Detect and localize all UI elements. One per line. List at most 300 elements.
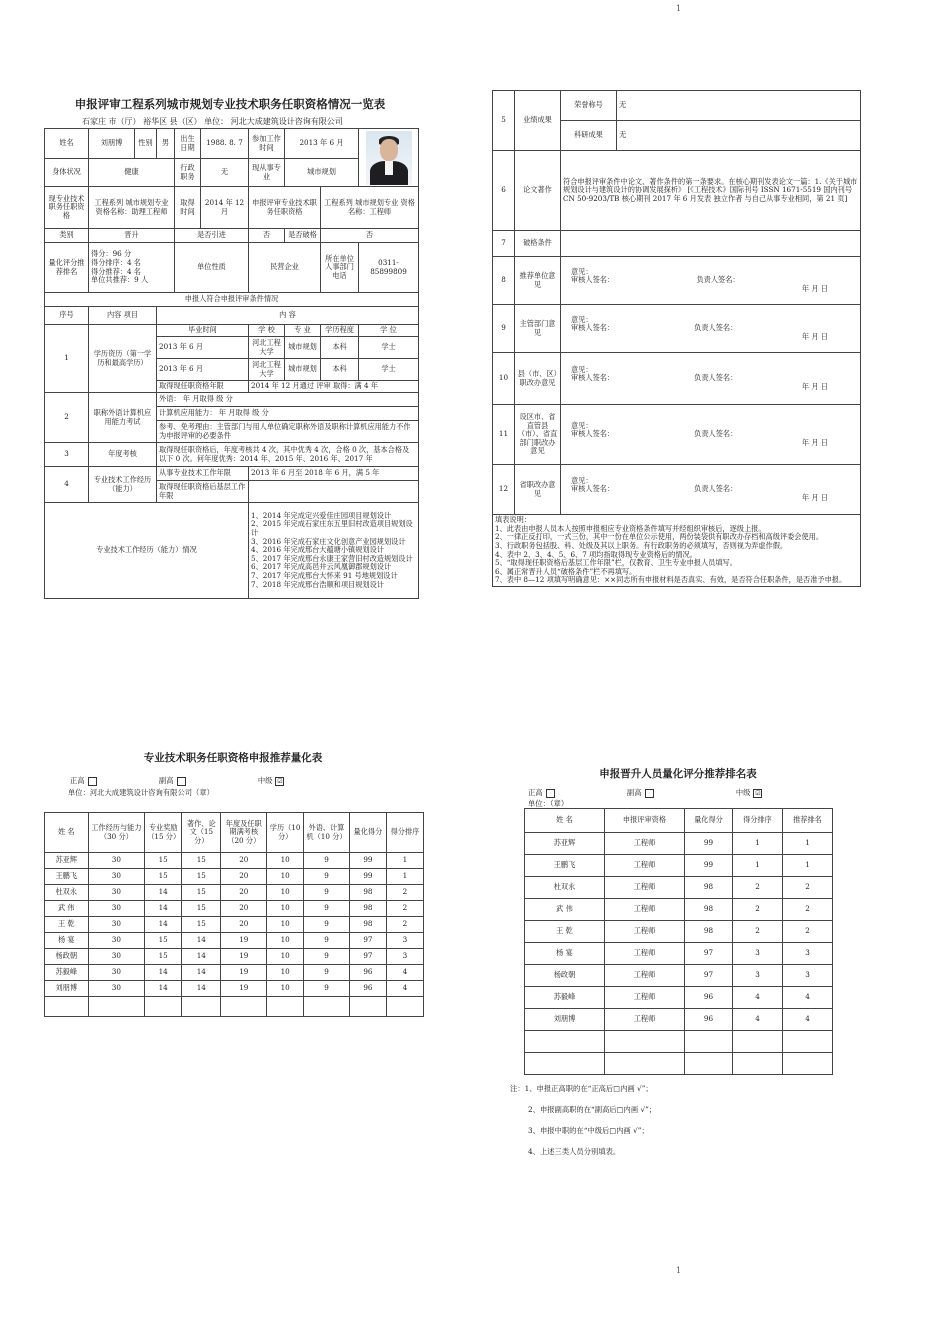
table-row-cell: 98 — [349, 917, 386, 933]
notes-title: 填表说明： — [495, 515, 531, 524]
opinions-table — [492, 90, 861, 587]
op-yj: 意见： — [571, 364, 593, 374]
annual-text: 取得现任职资格后，年度考核共 4 次，其中优秀 4 次，合格 0 次，基本合格及以下 0 次。何年度优秀：2014 年、2015 年、2016 年、2017 年 — [157, 443, 419, 467]
edu-row1-time: 2013 年 6 月 — [157, 337, 249, 359]
qual-years-value: 2014 年 12 月通过 评审 取得：满 4 年 — [249, 381, 419, 393]
table-row-cell: 9 — [304, 917, 350, 933]
qual-years-label: 取得现任职资格年限 — [157, 381, 249, 393]
unit-nature-label: 单位性质 — [175, 243, 249, 293]
table-row-cell: 王鹏飞 — [45, 869, 89, 885]
level-zg-box — [546, 789, 555, 798]
op-chief: 负责人签名： — [694, 429, 738, 439]
table-row-cell: 14 — [145, 981, 182, 997]
table-row-cell: 15 — [182, 917, 221, 933]
ranking-note: 2、申报副高职的在“副高后□内画 √”； — [528, 1105, 657, 1115]
table-row-cell: 10 — [267, 901, 304, 917]
table-row-cell: 工程师 — [605, 1009, 685, 1031]
recommend-body — [45, 853, 424, 997]
table-row — [45, 949, 424, 965]
exp-item: 4、2016 年完成邢台大蕴塘小镇规划设计 — [251, 545, 384, 555]
table-row-cell: 杨政朝 — [525, 965, 605, 987]
rank-order: 得分排序：4 名 — [91, 257, 141, 267]
profession-label: 现从事专业 — [249, 159, 285, 187]
profession-value: 城市规划 — [285, 159, 359, 187]
table-row-cell: 3 — [783, 965, 833, 987]
table-row-cell: 14 — [182, 933, 221, 949]
table-row — [525, 987, 833, 1009]
op8-body — [561, 257, 861, 305]
table-row-cell: 苏毅峰 — [525, 987, 605, 1009]
exception-label: 是否破格 — [285, 229, 321, 243]
op12-no: 12 — [493, 465, 515, 515]
edu-row1-degree: 学士 — [359, 337, 419, 359]
op12-label: 省职改办意 见 — [515, 465, 561, 515]
op9-label: 主管部门意见 — [515, 305, 561, 353]
note-item: 4、表中 2、3、4、5、6、7 项均指取得现专业资格后的情况。 — [495, 549, 697, 559]
table-row-cell: 10 — [267, 933, 304, 949]
table-row-cell: 30 — [88, 949, 145, 965]
honor-label: 荣誉称号 — [561, 91, 617, 121]
exp-item: 6、2017 年完成高邑井云风凰御郡规划设计 — [251, 562, 392, 572]
table-row-cell: 9 — [304, 853, 350, 869]
table-row-cell: 15 — [182, 853, 221, 869]
table-row-cell: 14 — [145, 885, 182, 901]
exception-value: 否 — [321, 229, 419, 243]
rh-work: 工作经历与能力（30 分） — [88, 813, 145, 853]
op11-no: 11 — [493, 405, 515, 465]
table-row-cell: 苏亚辉 — [45, 853, 89, 869]
sex-value: 男 — [157, 129, 175, 159]
rh-annual: 年度及任职期满考核（20 分） — [221, 813, 267, 853]
photo-cell — [359, 129, 419, 187]
note-item: 3、行政职务包括股、科、处级及其以上职务。有行政职务的必须填写，否则视为弄虚作假。 — [495, 540, 788, 550]
table-row-cell: 杨 宴 — [525, 943, 605, 965]
table-row-cell: 97 — [685, 965, 733, 987]
table-row-cell: 9 — [304, 901, 350, 917]
table-row-cell: 10 — [267, 965, 304, 981]
table-row-cell: 14 — [182, 981, 221, 997]
table-row-cell: 14 — [145, 901, 182, 917]
table-row-cell: 9 — [304, 885, 350, 901]
sheet4-unit-line: 单位：（章） — [528, 799, 569, 808]
table-row-cell: 2 — [783, 877, 833, 899]
table-row-cell: 15 — [182, 885, 221, 901]
table-row — [525, 877, 833, 899]
lang-no: 2 — [45, 393, 89, 443]
kh-order: 得分排序 — [733, 809, 783, 833]
sheet1-header-line: 石家庄 市（厅） 裕华区 县（区） 单位： 河北大成建筑设计咨询有限公司 — [82, 117, 343, 126]
apply-title-value: 工程系列 城市规划专业 资格名称：工程师 — [321, 187, 419, 229]
table-row-cell: 2 — [386, 917, 423, 933]
level-fg-label: 副高 — [158, 776, 174, 785]
table-row-cell: 15 — [145, 869, 182, 885]
table-row-cell: 2 — [783, 899, 833, 921]
table-row-cell: 15 — [145, 949, 182, 965]
table-row-cell: 10 — [267, 869, 304, 885]
table-row-cell: 杨 宴 — [45, 933, 89, 949]
edu-row1-major: 城市规划 — [285, 337, 321, 359]
note-item: 2、一律正反打印，一式三份，其中一份在单位公示使用，两份装袋供有职改办存档和高级评委会使用。 — [495, 532, 824, 542]
r7-no: 7 — [493, 231, 515, 257]
annual-no: 3 — [45, 443, 89, 467]
table-row — [525, 965, 833, 987]
op10-body — [561, 353, 861, 405]
exam-exemption-note: 参考、免考理由：主管部门与用人单位确定职称外语及职称计算机应用能力不作为申报评审的必要条件 — [157, 421, 419, 443]
sheet-qualification-overview — [38, 90, 422, 630]
table-row-cell: 4 — [783, 1009, 833, 1031]
edu-row2-level: 本科 — [321, 359, 359, 381]
level-zg-box — [88, 777, 97, 786]
table-row-cell: 王 乾 — [45, 917, 89, 933]
sheet4-title: 申报晋升人员量化评分推荐排名表 — [599, 768, 757, 780]
edu-h-level: 学历程度 — [321, 325, 359, 337]
edu-h-degree: 学 位 — [359, 325, 419, 337]
table-row-cell: 96 — [685, 1009, 733, 1031]
exp-years-value: 2013 年 6 月至 2018 年 6 月，满 5 年 — [249, 467, 419, 481]
exp-item: 1、2014 年完成定兴爱佳庄园项目规划设计 — [251, 510, 392, 520]
category-label: 类别 — [45, 229, 89, 243]
op-date: 年 月 日 — [801, 283, 828, 293]
ranking-note: 3、申报中职的在“中级后□内画 √”； — [528, 1126, 649, 1136]
op11-body — [561, 405, 861, 465]
table-row-cell: 10 — [267, 917, 304, 933]
rank-recommend: 得分推荐：4 名 — [91, 266, 141, 276]
table-row — [525, 833, 833, 855]
base-years-label: 取得现任职资格后基层工作年限 — [157, 481, 249, 503]
level-fg-label: 副高 — [626, 788, 642, 797]
ranking-body — [525, 833, 833, 1031]
table-row-cell: 30 — [88, 965, 145, 981]
table-row-cell: 10 — [267, 949, 304, 965]
edu-row1-school: 河北工程大学 — [249, 337, 285, 359]
exp-years-label: 从事专业技术工作年限 — [157, 467, 249, 481]
table-row — [525, 899, 833, 921]
exp-label: 专业技术工作经历（能力） — [89, 467, 157, 503]
apply-title-label: 申报评审专业技术职务任职资格 — [249, 187, 321, 229]
edu-row1-level: 本科 — [321, 337, 359, 359]
ranking-note: 注：1、申报正高职的在“正高后□内画 √”； — [510, 1084, 653, 1093]
foreign-exam: 外语： 年 月取得 级 分 — [157, 393, 419, 407]
table-row-cell: 4 — [733, 1009, 783, 1031]
table-row-cell: 97 — [349, 933, 386, 949]
note-item: 5、“取得现任职资格后基层工作年限”栏，仅教育、卫生专业申报人员填写。 — [495, 558, 737, 568]
table-row — [45, 853, 424, 869]
edu-label: 学历资历（第一学历和最高学历） — [89, 325, 157, 393]
table-row-cell: 97 — [349, 949, 386, 965]
note-item: 7、表中 8—12 项填写明确意见：××同志所有申报材料是否真实、有效，是否符合任职条件，是否准予申报。 — [495, 575, 847, 585]
col-no: 序号 — [45, 307, 89, 325]
col-content: 内 容 — [157, 307, 419, 325]
table-row-cell: 30 — [88, 901, 145, 917]
rh-score: 量化得分 — [349, 813, 386, 853]
edu-row2-school: 河北工程大学 — [249, 359, 285, 381]
ranking-notes — [510, 1078, 656, 1163]
sheet-quantified-recommend — [40, 750, 426, 1040]
kh-rank: 推荐排名 — [783, 809, 833, 833]
paper-text: 符合申报评审条件中论文、著作条件的第一条要求。在核心期刊发表论文一篇：1.《关于城市规划设计与建筑设计的协调发展探析》 [《工程技术》国际刊号 ISSN 1671-5519 国内刊号 CN 50-9203/TB 核心期刊 2017 年 6 月发表 独立作者 与自己从事专业相同，第 21 页] — [561, 151, 861, 231]
table-row-cell: 1 — [733, 833, 783, 855]
edu-h-major: 专 业 — [285, 325, 321, 337]
admin-label: 行政职务 — [175, 159, 201, 187]
table-row-cell: 工程师 — [605, 855, 685, 877]
table-row-cell: 武 伟 — [525, 899, 605, 921]
current-title-value: 工程系列 城市规划专业 资格名称：助理工程师 — [89, 187, 175, 229]
rank-total: 单位共推荐：9 人 — [91, 275, 149, 285]
table-row-cell: 30 — [88, 869, 145, 885]
table-row-cell: 2 — [733, 921, 783, 943]
table-row-cell: 3 — [386, 949, 423, 965]
table-row — [525, 1009, 833, 1031]
table-row-cell: 工程师 — [605, 965, 685, 987]
table-row-cell: 杜双永 — [45, 885, 89, 901]
op9-body — [561, 305, 861, 353]
table-row-cell: 9 — [304, 981, 350, 997]
lang-label: 职称外语计算机应用能力考试 — [89, 393, 157, 443]
hr-phone-label: 所在单位人事部门电话 — [321, 243, 359, 293]
table-row-cell: 96 — [349, 981, 386, 997]
op8-no: 8 — [493, 257, 515, 305]
table-row-cell: 19 — [221, 949, 267, 965]
table-row-cell: 20 — [221, 853, 267, 869]
table-row-cell: 3 — [386, 933, 423, 949]
table-row-cell: 2 — [386, 901, 423, 917]
table-row-cell: 99 — [349, 853, 386, 869]
exp-item: 2、2015 年完成石家庄东五里旧村改造项目规划设计 — [251, 519, 413, 537]
sheet1-title: 申报评审工程系列城市规划专业技术职务任职资格情况一览表 — [74, 97, 386, 111]
edu-row2-time: 2013 年 6 月 — [157, 359, 249, 381]
table-row-cell: 王鹏飞 — [525, 855, 605, 877]
recommend-header-row — [45, 813, 424, 853]
op-date: 年 月 日 — [801, 381, 828, 391]
table-row-cell: 2 — [783, 921, 833, 943]
table-row-cell: 工程师 — [605, 987, 685, 1009]
category-value: 晋升 — [89, 229, 175, 243]
rh-award: 专业奖励（15 分） — [145, 813, 182, 853]
level-zj-checkbox: ☑ — [755, 789, 761, 797]
op-chief: 负责人签名： — [694, 484, 738, 494]
honor-value: 无 — [617, 91, 861, 121]
op-reviewer: 审核人签名： — [571, 429, 615, 439]
table-row — [525, 921, 833, 943]
exp-item: 7、2017 年完成邢台大怀来 91 号地规划设计 — [251, 571, 398, 581]
table-row-cell: 工程师 — [605, 833, 685, 855]
name-value: 刘朋博 — [89, 129, 135, 159]
table-row-cell: 30 — [88, 853, 145, 869]
op10-no: 10 — [493, 353, 515, 405]
table-row-cell: 9 — [304, 949, 350, 965]
table-row-cell: 刘朋博 — [525, 1009, 605, 1031]
exp-detail-label: 专业技术工作经历（能力）情况 — [45, 503, 249, 599]
exp-item: 3、2016 年完成石家庄文化创意产业园规划设计 — [251, 536, 406, 546]
table-row-cell: 14 — [182, 949, 221, 965]
table-row-cell: 15 — [182, 869, 221, 885]
table-row-cell: 3 — [783, 943, 833, 965]
table-row-cell: 9 — [304, 933, 350, 949]
table-row-cell: 99 — [349, 869, 386, 885]
table-row-cell: 20 — [221, 917, 267, 933]
table-row-cell: 工程师 — [605, 921, 685, 943]
base-years-value — [249, 481, 419, 503]
op-yj: 意见： — [571, 475, 593, 485]
table-row-cell: 工程师 — [605, 877, 685, 899]
table-row-cell: 99 — [685, 833, 733, 855]
rh-rank: 得分排序 — [386, 813, 423, 853]
table-row-cell: 98 — [349, 901, 386, 917]
table-row-cell: 1 — [783, 855, 833, 877]
op-reviewer: 审核人签名： — [571, 484, 615, 494]
recommend-table — [44, 812, 424, 1017]
op-reviewer: 审核人签名： — [571, 323, 615, 333]
work-start-value: 2013 年 6 月 — [285, 129, 359, 159]
edu-h-school: 学 校 — [249, 325, 285, 337]
work-start-label: 参加工作时间 — [249, 129, 285, 159]
level-zg-label: 正高 — [528, 788, 543, 797]
r7-label: 破格条件 — [515, 231, 561, 257]
edu-row2-major: 城市规划 — [285, 359, 321, 381]
research-value: 无 — [617, 121, 861, 151]
table-row-cell: 98 — [685, 921, 733, 943]
level-zj-label: 中级 — [257, 776, 273, 785]
level-fg-box — [645, 789, 654, 798]
table-row — [45, 965, 424, 981]
table-row — [45, 981, 424, 997]
table-row-cell: 30 — [88, 981, 145, 997]
rank-values — [89, 243, 175, 293]
op-reviewer: 审核人签名： — [571, 275, 615, 285]
op8-label: 推荐单位意见 — [515, 257, 561, 305]
table-row-cell: 98 — [685, 877, 733, 899]
sheet-opinions — [488, 86, 864, 596]
table-row-cell: 9 — [304, 965, 350, 981]
table-row-cell: 2 — [733, 877, 783, 899]
op-yj: 意见： — [571, 314, 593, 324]
r6-no: 6 — [493, 151, 515, 231]
op9-no: 9 — [493, 305, 515, 353]
table-row-cell: 96 — [349, 965, 386, 981]
table-row — [45, 933, 424, 949]
op-date: 年 月 日 — [801, 331, 828, 341]
exp-item: 5、2017 年完成邢台永康王家营旧村改造规划设计 — [251, 553, 413, 563]
table-row — [525, 943, 833, 965]
table-row-cell: 96 — [685, 987, 733, 1009]
r5-no: 5 — [493, 91, 515, 151]
table-row — [45, 869, 424, 885]
sheet3-levels — [70, 776, 284, 786]
op-yj: 意见： — [571, 266, 593, 276]
op10-label: 县（市、区）职改办意见 — [515, 353, 561, 405]
health-label: 身体状况 — [45, 159, 89, 187]
sex-label: 性别 — [135, 129, 157, 159]
obtain-time-label: 取得时间 — [175, 187, 201, 229]
name-label: 姓名 — [45, 129, 89, 159]
obtain-time-value: 2014 年 12 月 — [201, 187, 249, 229]
sheet4-levels — [528, 788, 762, 798]
table-row-cell: 苏毅峰 — [45, 965, 89, 981]
table-row-cell: 15 — [145, 853, 182, 869]
table-row-cell: 刘朋博 — [45, 981, 89, 997]
page-number-bottom: 1 — [676, 1266, 682, 1275]
table-row-cell: 30 — [88, 885, 145, 901]
exp-item: 7、2018 年完成邢台浩顺和项目规划设计 — [251, 579, 384, 589]
introduced-value: 否 — [249, 229, 285, 243]
kh-score: 量化得分 — [685, 809, 733, 833]
table-row-cell: 4 — [386, 981, 423, 997]
table-row-cell: 杜双永 — [525, 877, 605, 899]
rh-paper: 著作、论文（15 分） — [182, 813, 221, 853]
op12-body — [561, 465, 861, 515]
level-fg-box — [177, 777, 186, 786]
exp-detail-list — [249, 503, 419, 599]
table-row-cell: 19 — [221, 981, 267, 997]
table-row-cell: 14 — [145, 965, 182, 981]
table-row-cell: 10 — [267, 853, 304, 869]
research-label: 科研成果 — [561, 121, 617, 151]
current-title-label: 现专业技术职务任职资格 — [45, 187, 89, 229]
table-row-cell: 苏亚辉 — [525, 833, 605, 855]
op-chief: 负责人签名： — [694, 323, 738, 333]
sheet3-title: 专业技术职务任职资格申报推荐量化表 — [143, 752, 323, 764]
table-row-cell: 99 — [685, 855, 733, 877]
table-row-cell: 20 — [221, 885, 267, 901]
rank-score: 得分：96 分 — [91, 249, 132, 259]
table-row-cell: 王 乾 — [525, 921, 605, 943]
applicant-photo — [366, 131, 412, 185]
op-chief: 负责人签名： — [696, 275, 740, 285]
admin-value: 无 — [201, 159, 249, 187]
table-row-cell: 4 — [733, 987, 783, 1009]
kh-name: 姓 名 — [525, 809, 605, 833]
note-item: 1、此表由申报人员本人按照申报相应专业资格条件填写并经组织审核后，逐级上报。 — [495, 523, 766, 533]
ranking-note: 4、上述三类人员分别填表。 — [528, 1147, 621, 1157]
op-reviewer: 审核人签名： — [571, 373, 615, 383]
table-row-cell: 98 — [349, 885, 386, 901]
op-chief: 负责人签名： — [694, 373, 738, 383]
ranking-header-row — [525, 809, 833, 833]
conditions-section-title: 申报人符合申报评审条件情况 — [45, 293, 419, 307]
computer-exam: 计算机应用能力： 年 月取得 级 分 — [157, 407, 419, 421]
table-row-cell: 工程师 — [605, 943, 685, 965]
table-row — [45, 901, 424, 917]
level-zj-label: 中级 — [735, 788, 751, 797]
r5-label: 业绩成果 — [515, 91, 561, 151]
table-row-cell: 武 伟 — [45, 901, 89, 917]
level-zj-checkbox: ☑ — [277, 777, 283, 785]
table-row-cell: 97 — [685, 943, 733, 965]
table-row-cell: 19 — [221, 933, 267, 949]
table-row-cell: 1 — [733, 855, 783, 877]
birth-value: 1988. 8. 7 — [201, 129, 249, 159]
table-row — [525, 855, 833, 877]
table-row-cell: 1 — [783, 833, 833, 855]
table-row-cell: 4 — [783, 987, 833, 1009]
table-row-cell: 98 — [685, 899, 733, 921]
rh-edu: 学历（10 分） — [267, 813, 304, 853]
note-item: 6、属正常晋升人员“破格条件”栏不再填写。 — [495, 566, 637, 576]
table-row-cell: 1 — [386, 869, 423, 885]
table-row-cell: 20 — [221, 901, 267, 917]
rh-lang: 外语、计算机（10 分） — [304, 813, 350, 853]
table-row-cell: 3 — [733, 943, 783, 965]
hr-phone-value: 0311-85899809 — [359, 243, 419, 293]
ranking-table — [524, 808, 833, 1075]
op-date: 年 月 日 — [801, 437, 828, 447]
table-row-cell: 3 — [733, 965, 783, 987]
rh-name: 姓 名 — [45, 813, 89, 853]
table-row-cell: 杨政朝 — [45, 949, 89, 965]
table-row-cell: 30 — [88, 933, 145, 949]
op11-label: 设区市、省直管县（市）、省直部门职改办意见 — [515, 405, 561, 465]
col-item: 内容 项目 — [89, 307, 157, 325]
